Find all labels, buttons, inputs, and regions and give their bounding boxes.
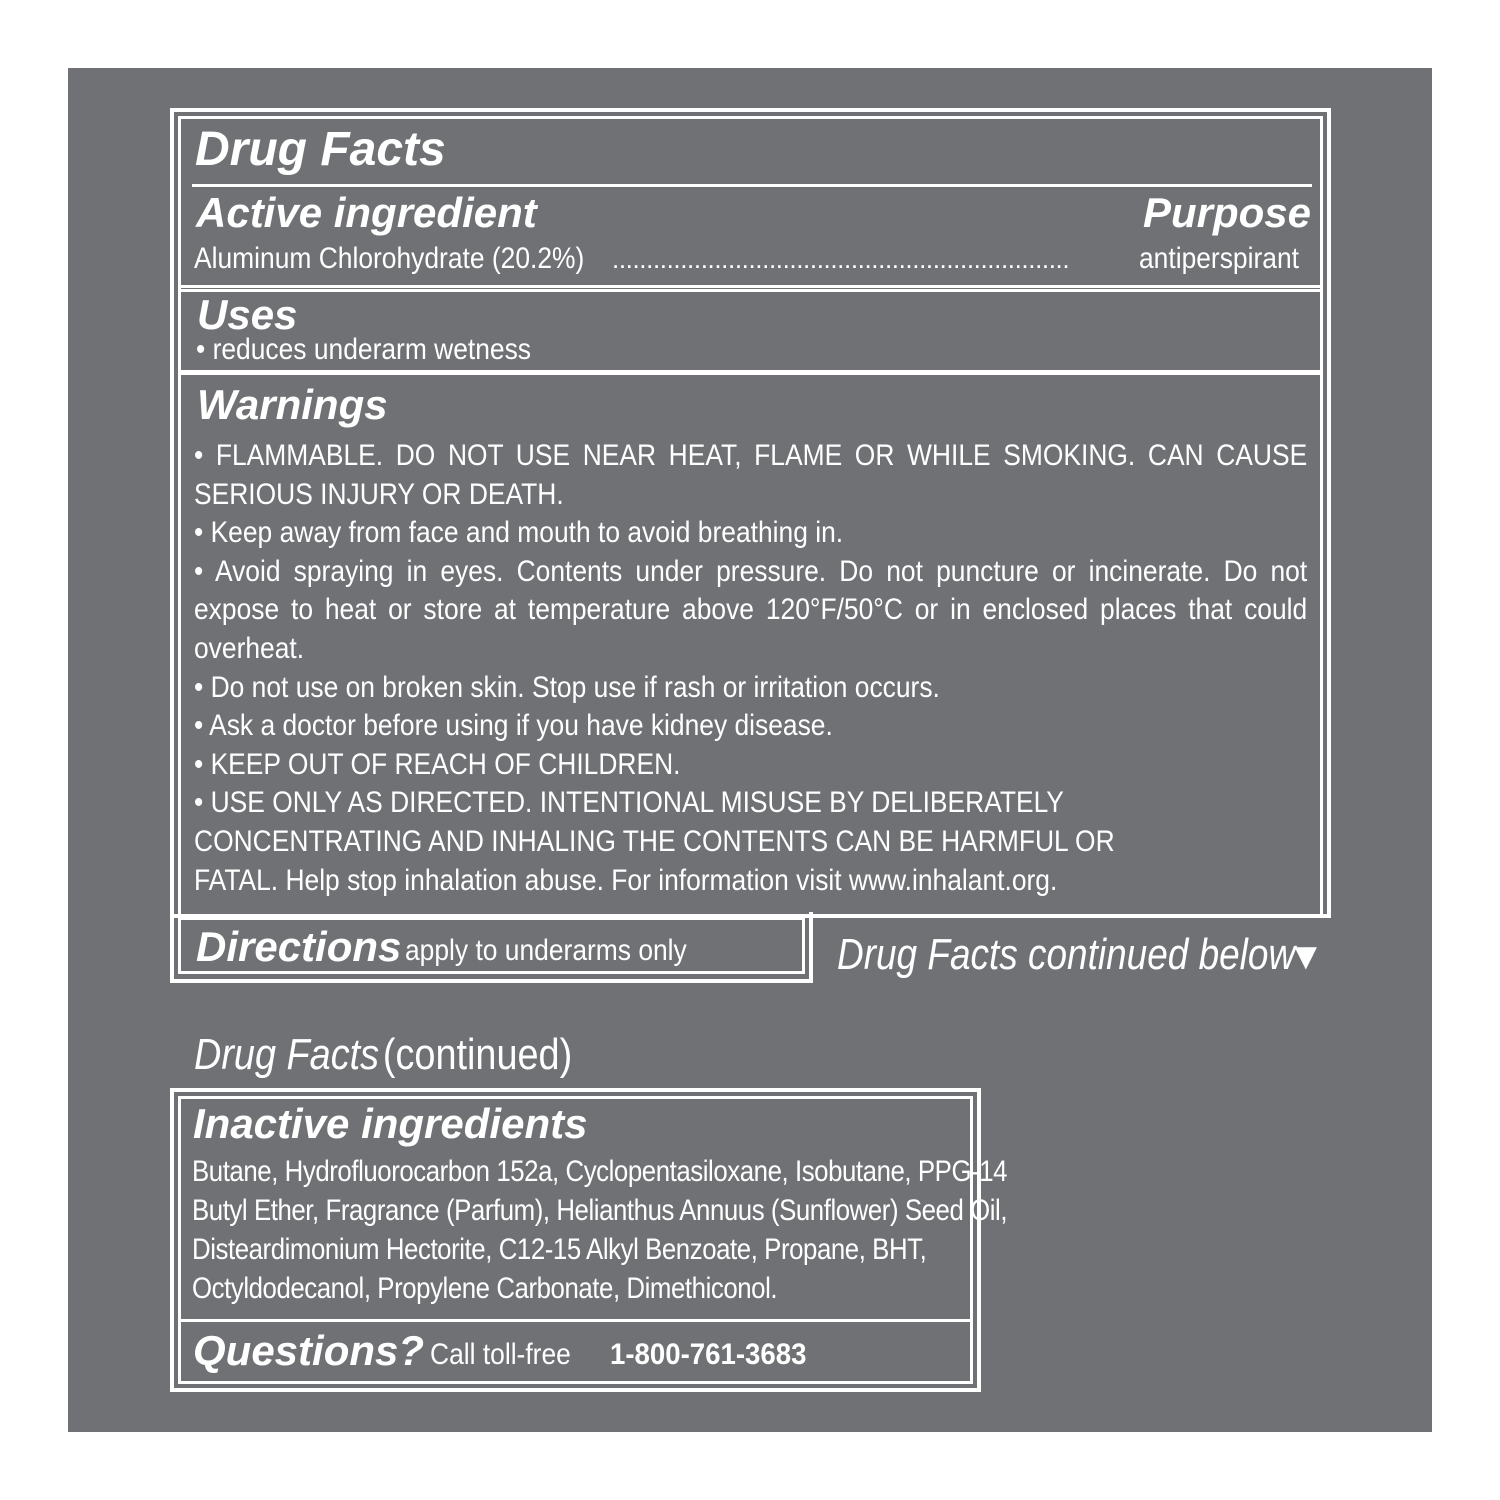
inactive-ingredients-line: Disteardimonium Hectorite, C12-15 Alkyl Benzoate, Propane, BHT, (192, 1233, 927, 1266)
inactive-ingredients-line: Butane, Hydrofluorocarbon 152a, Cyclopentasiloxane, Isobutane, PPG-14 (192, 1155, 1008, 1188)
active-ingredient-name: Aluminum Chlorohydrate (20.2%) (194, 242, 585, 275)
continued-below-note (837, 930, 1325, 980)
inactive-ingredients-line: Butyl Ether, Fragrance (Parfum), Helianthus Annuus (Sunflower) Seed Oil, (192, 1194, 1008, 1227)
leader-dots: ................................................................... (612, 244, 1070, 274)
continued-below-text: Drug Facts continued below (837, 930, 1296, 979)
questions-heading: Questions? (193, 1327, 425, 1374)
questions-text: Call toll-free (430, 1338, 571, 1371)
active-ingredient-row (194, 240, 1311, 280)
uses-heading: Uses (197, 291, 298, 338)
warnings-list (194, 437, 1307, 900)
warning-item: • Do not use on broken skin. Stop use if rash or irritation occurs. (194, 670, 940, 704)
warning-item: • Keep away from face and mouth to avoid breathing in. (194, 516, 844, 550)
warnings-heading: Warnings (197, 381, 388, 428)
inactive-ingredients-line: Octyldodecanol, Propylene Carbonate, Dimethiconol. (192, 1272, 778, 1305)
warning-item: • Ask a doctor before using if you have kidney disease. (194, 709, 833, 743)
active-ingredient-heading: Active ingredient (196, 189, 537, 236)
continued-title-plain: (continued) (382, 1030, 573, 1079)
down-triangle-icon: ▼ (1287, 936, 1325, 978)
warning-item: • Avoid spraying in eyes. Contents under pressure. Do not puncture or incinerate. Do not expose to heat or store at temperature above 120°F/50°C or in enclosed places that could overheat. (194, 554, 1308, 665)
continued-title (194, 1030, 572, 1080)
inactive-ingredients-heading: Inactive ingredients (193, 1100, 588, 1147)
phone-number[interactable]: 1-800-761-3683 (610, 1338, 807, 1371)
warning-item: • FLAMMABLE. DO NOT USE NEAR HEAT, FLAME OR WHILE SMOKING. CAN CAUSE SERIOUS INJURY OR DEATH. (194, 439, 1308, 511)
warning-item: • USE ONLY AS DIRECTED. INTENTIONAL MISUSE BY DELIBERATELY CONCENTRATING AND INHALING THE CONTENTS CAN BE HARMFUL OR FATAL. Help stop inhalation abuse. For information visit www.inhalant.org. (194, 786, 1115, 897)
warning-item: • KEEP OUT OF REACH OF CHILDREN. (194, 747, 681, 781)
continued-title-italic: Drug Facts (194, 1030, 380, 1079)
directions-heading: Directions (196, 923, 402, 970)
directions-text: apply to underarms only (405, 934, 687, 967)
inactive-ingredients-list (192, 1152, 1140, 1308)
drug-facts-title: Drug Facts (195, 123, 446, 176)
purpose-text: antiperspirant (1139, 242, 1299, 275)
purpose-heading: Purpose (1142, 189, 1311, 236)
title-divider (192, 184, 1312, 187)
uses-item: • reduces underarm wetness (196, 333, 532, 366)
